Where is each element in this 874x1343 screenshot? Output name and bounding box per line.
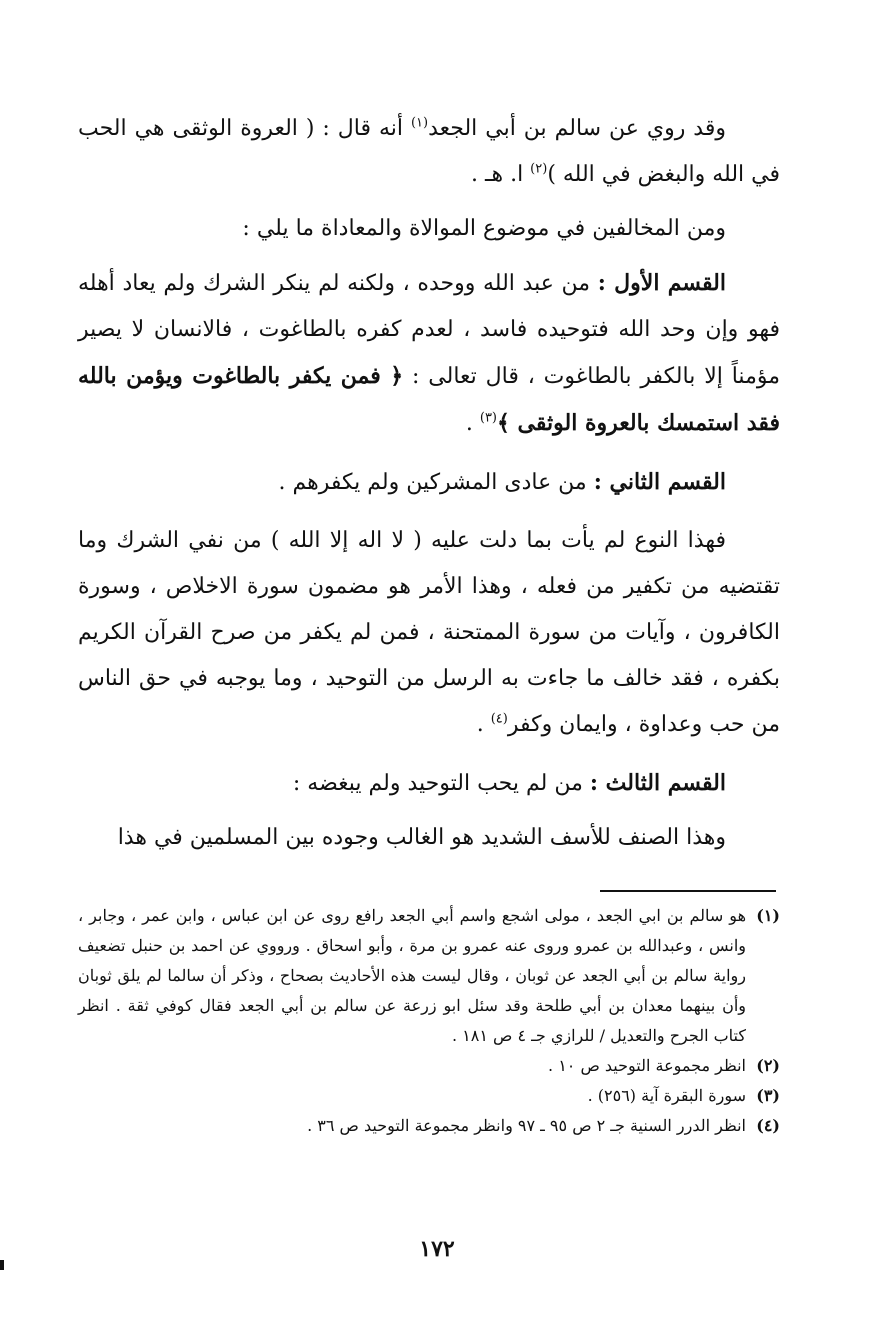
- footnote-item: [78, 1081, 780, 1111]
- paragraph-salim-quote: [78, 106, 780, 198]
- footnote-item: [78, 1051, 780, 1081]
- footnote-number: (٣): [756, 1086, 780, 1105]
- footnote-text: انظر الدرر السنية جـ ٢ ص ٩٥ ـ ٩٧ وانظر مجموعة التوحيد ص ٣٦ .: [307, 1116, 746, 1135]
- footnote-text: هو سالم بن ابي الجعد ، مولى اشجع واسم أبي الجعد رافع روى عن ابن عباس ، وابن عمر ، وجابر ، وانس ، وعبدالله بن عمرو وروى عنه عمرو بن مرة ، وأبو اسحاق . ورووي عن احمد بن حنبل تضعيف رواية سالم بن أبي الجعد عن ثوبان ، وقال ليست هذه الأحاديث بصحاح ، وذكر أن سالما لم يلق ثوبان وأن بينهما معدان بن أبي طلحة وقد سئل ابو زرعة عن سالم بن أبي الجعد فقال كوفي ثقة . انظر كتاب الجرح والتعديل / للرازي جـ ٤ ص ١٨١ .: [78, 906, 747, 1045]
- page-number: ١٧٢: [419, 1236, 455, 1262]
- footnote-separator: [600, 890, 776, 892]
- scan-edge-mark: [0, 1260, 4, 1270]
- section-first: [78, 260, 780, 447]
- footnote-number: (٢): [756, 1056, 780, 1075]
- footnote-ref-2[interactable]: (٢): [530, 161, 548, 177]
- section-third: [78, 760, 780, 807]
- section-text: من عادى المشركين ولم يكفرهم .: [278, 470, 594, 495]
- footnote-number: (٤): [756, 1116, 780, 1135]
- quran-verse: ﴿ فمن يكفر بالطاغوت ويؤمن بالله فقد استمسك بالعروة الوثقى ﴾: [78, 363, 780, 436]
- footnote-ref-4[interactable]: (٤): [490, 711, 508, 727]
- section-heading-third: القسم الثالث :: [589, 770, 726, 796]
- paragraph-text: ا. هـ .: [471, 162, 531, 187]
- section-heading-first: القسم الأول :: [597, 270, 726, 296]
- paragraph-text: فهذا النوع لم يأت بما دلت عليه ( لا اله إلا الله ) من نفي الشرك وما تقتضيه من تكفير من فعله ، وهذا الأمر هو مضمون سورة الاخلاص ، وسورة الكافرون ، وآيات من سورة الممتحنة ، فمن لم يكفر من صرح القرآن الكريم بكفره ، فقد خالف ما جاءت به الرسل من التوحيد ، وما يوجبه في حق الناس من حب وعداوة ، وايمان وكفر: [78, 528, 780, 737]
- footnotes: [78, 901, 780, 1141]
- paragraph-text: أنه قال : ( العروة الوثقى هي الحب في الله والبغض في الله ): [78, 116, 780, 187]
- paragraph-opponents-intro: ومن المخالفين في موضوع الموالاة والمعاداة ما يلي :: [242, 216, 726, 241]
- paragraph-text: وقد روي عن سالم بن أبي الجعد: [428, 116, 726, 141]
- footnote-ref-3[interactable]: (٣): [479, 410, 497, 426]
- section-second: [78, 459, 780, 506]
- footnote-number: (١): [756, 906, 780, 925]
- paragraph-text: .: [476, 712, 491, 737]
- footnote-ref-1[interactable]: (١): [410, 115, 429, 131]
- footnote-text: سورة البقرة آية (٢٥٦) .: [587, 1086, 746, 1105]
- footnote-item: [78, 901, 780, 1051]
- main-text: [78, 106, 780, 861]
- section-text: من لم يحب التوحيد ولم يبغضه :: [292, 771, 590, 796]
- section-text: من عبد الله ووحده ، ولكنه لم ينكر الشرك ولم يعاد أهله فهو وإن وحد الله فتوحيده فاسد ، لعدم كفره بالطاغوت ، فالانسان لا يصير مؤمناً إلا بالكفر بالطاغوت ، قال تعالى :: [78, 271, 780, 389]
- footnote-item: [78, 1111, 780, 1141]
- paragraph-third-type: وهذا الصنف للأسف الشديد هو الغالب وجوده بين المسلمين في هذا: [117, 825, 726, 850]
- footnote-text: انظر مجموعة التوحيد ص ١٠ .: [548, 1056, 746, 1075]
- section-text: .: [465, 411, 480, 436]
- section-heading-second: القسم الثاني :: [593, 469, 726, 495]
- paragraph-second-type: [78, 518, 780, 748]
